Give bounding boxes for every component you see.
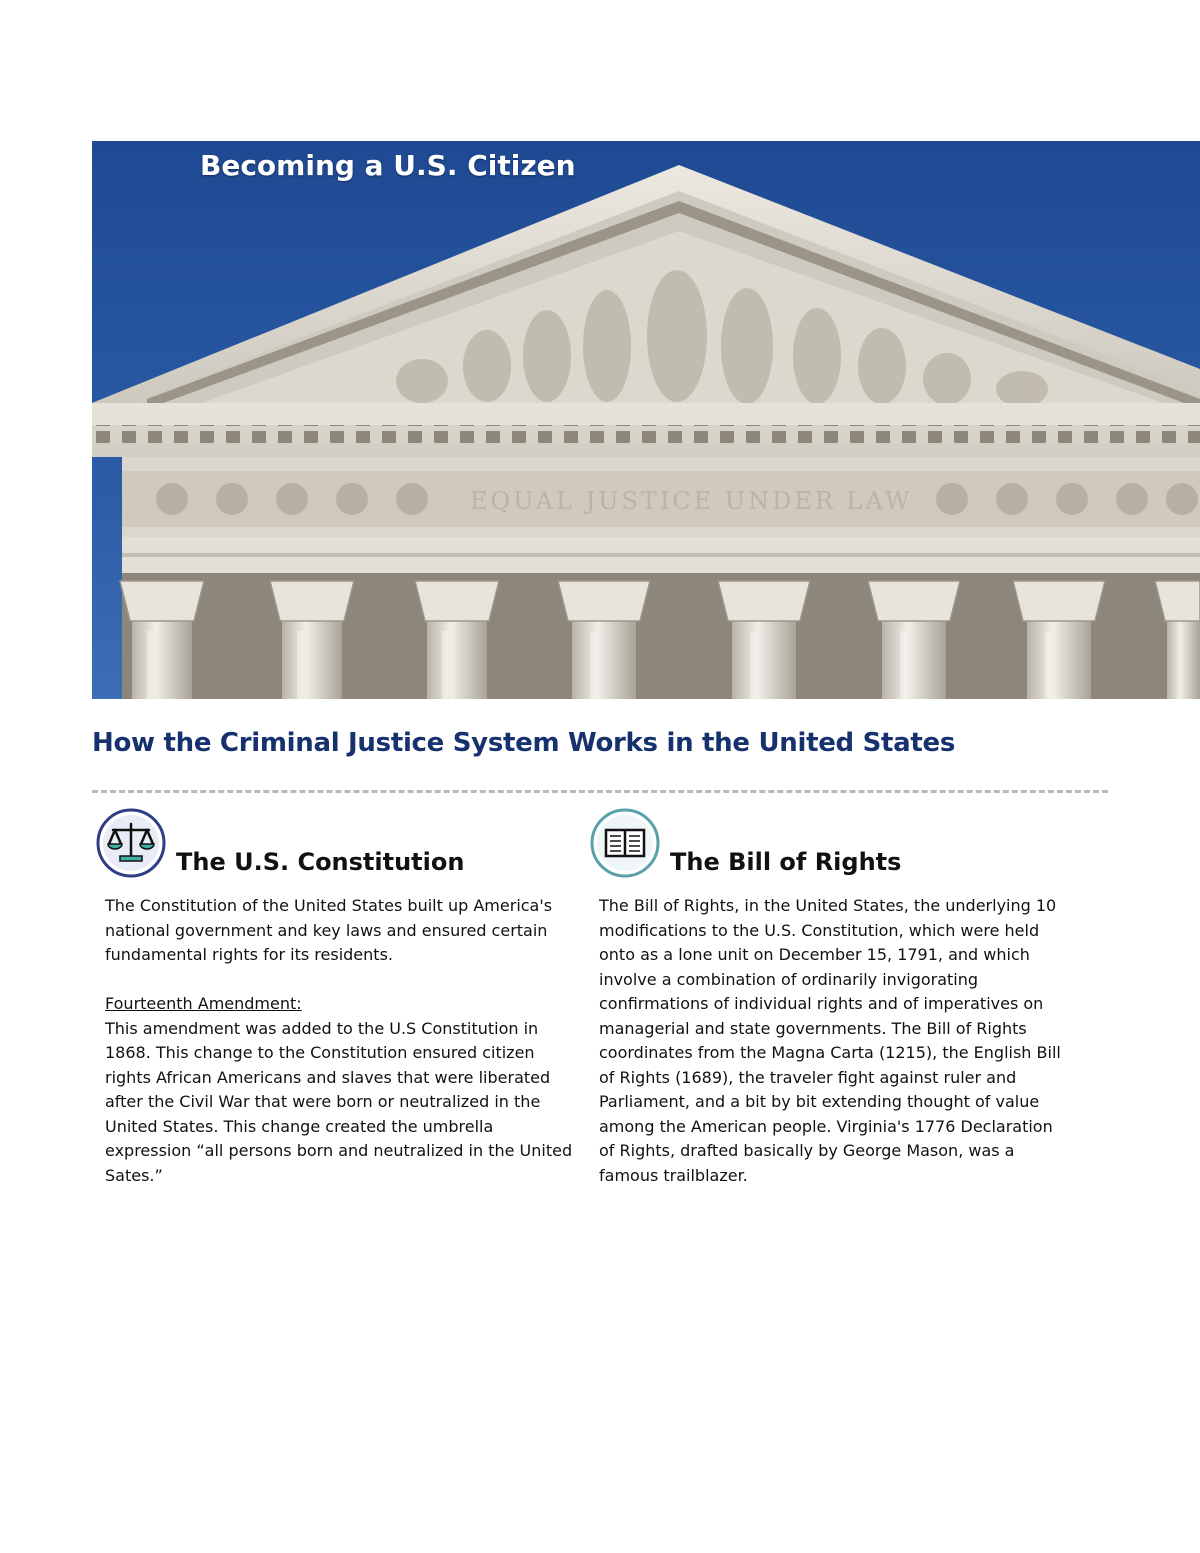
bill-of-rights-title: The Bill of Rights xyxy=(670,848,902,876)
scales-of-justice-icon xyxy=(96,808,166,878)
bill-of-rights-body xyxy=(599,894,1069,1188)
constitution-body xyxy=(105,894,575,1188)
page-title: How the Criminal Justice System Works in the United States xyxy=(92,728,956,758)
fourteenth-amendment-subheading: Fourteenth Amendment: xyxy=(105,994,302,1013)
constitution-title: The U.S. Constitution xyxy=(176,848,465,876)
supreme-court-building-image xyxy=(92,141,1200,699)
open-book-icon xyxy=(590,808,660,878)
frieze-inscription: EQUAL JUSTICE UNDER LAW xyxy=(470,487,913,515)
bill-of-rights-text: The Bill of Rights, in the United States, the underlying 10 modifications to the U.S. Constitution, which were held onto as a lone unit on December 15, 1791, and which involve a combination of ordinarily invigorating confirmations of individual rights and of imperatives on managerial and state governments. The Bill of Rights coordinates from the Magna Carta (1215), the English Bill of Rights (1689), the traveler fight against ruler and Parliament, and a bit by bit extending thought of value among the American people. Virginia's 1776 Declaration of Rights, drafted basically by George Mason, was a famous trailblazer. xyxy=(599,896,1061,1185)
dashed-divider xyxy=(92,790,1108,793)
hero-banner xyxy=(92,141,1200,699)
constitution-intro: The Constitution of the United States built up America's national government and key laws and ensured certain fundamental rights for its residents. xyxy=(105,896,553,964)
fourteenth-amendment-text: This amendment was added to the U.S Constitution in 1868. This change to the Constitution ensured citizen rights African Americans and slaves that were liberated after the Civil War that were born or neutralized in the United States. This change created the umbrella expression “all persons born and neutralized in the United Sates.” xyxy=(105,1018,573,1185)
banner-title: Becoming a U.S. Citizen xyxy=(200,149,576,182)
